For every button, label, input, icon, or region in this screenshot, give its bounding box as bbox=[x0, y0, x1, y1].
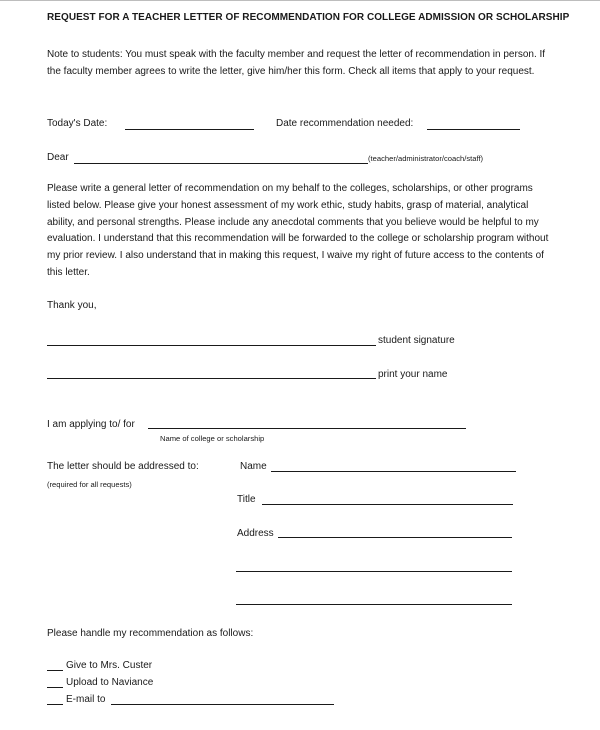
todays-date-field[interactable] bbox=[125, 129, 254, 130]
email-field[interactable] bbox=[111, 704, 334, 705]
option-upload-label: Upload to Naviance bbox=[66, 677, 154, 688]
applying-label: I am applying to/ for bbox=[47, 419, 135, 430]
student-signature-field[interactable] bbox=[47, 345, 376, 346]
address-label: Address bbox=[237, 528, 274, 539]
date-needed-field[interactable] bbox=[427, 129, 520, 130]
dear-hint: (teacher/administrator/coach/staff) bbox=[368, 154, 484, 163]
note-to-students: Note to students: You must speak with the faculty member and request the letter of recommendation in person. If the faculty member agrees to write the letter, give him/her this form. Check all items that apply to your request. bbox=[47, 49, 546, 77]
print-name-label: print your name bbox=[378, 369, 448, 380]
name-field[interactable] bbox=[271, 471, 516, 472]
option-give-label: Give to Mrs. Custer bbox=[66, 660, 153, 671]
student-signature-label: student signature bbox=[378, 335, 455, 346]
date-needed-label: Date recommendation needed: bbox=[276, 118, 414, 129]
page-top-border bbox=[0, 0, 600, 1]
form-title: REQUEST FOR A TEACHER LETTER OF RECOMMENDATION FOR COLLEGE ADMISSION OR SCHOLARSHIP bbox=[47, 12, 570, 23]
request-paragraph: Please write a general letter of recommendation on my behalf to the colleges, scholarships, or other programs listed below. Please give your honest assessment of my work ethic, study habits, grasp of material, analytical ability, and personal strengths. Please include any anecdotal comments that you believe would be helpful to my evaluation. I understand that this recommendation will be forwarded to the college or scholarship program without my prior review. I also understand that in making this request, I waive my right of future access to the contents of this letter. bbox=[47, 183, 549, 278]
print-name-field[interactable] bbox=[47, 378, 376, 379]
option-email-label: E-mail to bbox=[66, 694, 106, 705]
applying-hint: Name of college or scholarship bbox=[160, 434, 265, 443]
addressed-label: The letter should be addressed to: bbox=[47, 461, 199, 472]
option-email-checkline[interactable] bbox=[47, 704, 63, 705]
option-give-checkline[interactable] bbox=[47, 670, 63, 671]
todays-date-label: Today's Date: bbox=[47, 118, 108, 129]
title-field[interactable] bbox=[262, 504, 513, 505]
address-field-line-3[interactable] bbox=[236, 604, 512, 605]
dear-field[interactable] bbox=[74, 163, 368, 164]
thank-you: Thank you, bbox=[47, 300, 97, 311]
address-field-line-2[interactable] bbox=[236, 571, 512, 572]
handle-label: Please handle my recommendation as follows: bbox=[47, 628, 254, 639]
title-label: Title bbox=[237, 494, 256, 505]
option-upload-checkline[interactable] bbox=[47, 687, 63, 688]
dear-label: Dear bbox=[47, 152, 69, 163]
address-field-line-1[interactable] bbox=[278, 537, 512, 538]
name-label: Name bbox=[240, 461, 267, 472]
addressed-hint: (required for all requests) bbox=[47, 480, 132, 489]
applying-field[interactable] bbox=[148, 428, 466, 429]
